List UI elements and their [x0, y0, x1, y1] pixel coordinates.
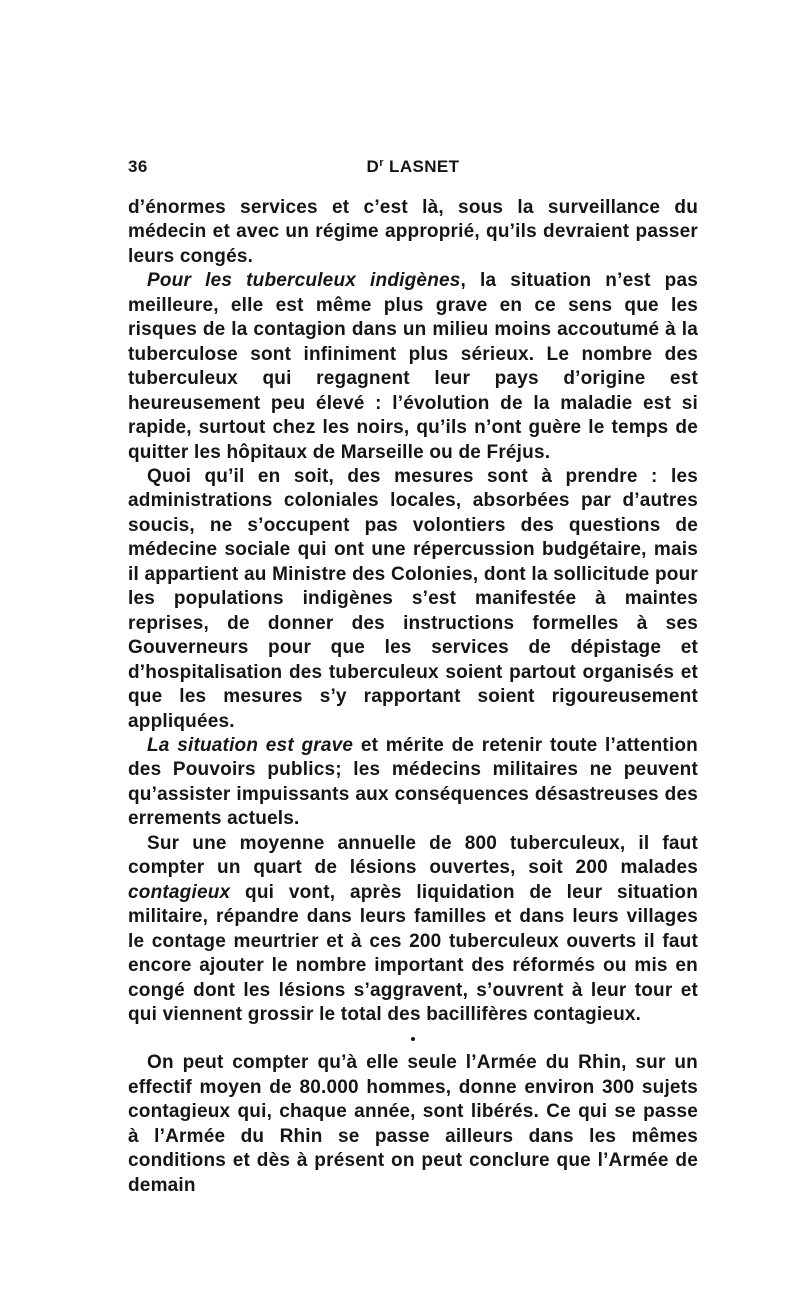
paragraph-text: , la situation n’est pas meilleure, elle est même plus grave en ce sens que les risques de la contagion dans un milieu moins accoutumé à la tuberculose sont infiniment plus sérieux. Le nombre des tuberculeux qui regagnent leur pays d’origine est heureusement peu élevé : l’évolution de la maladie est si rapide, surtout chez les noirs, qu’ils n’ont guère le temps de quitter les hôpitaux de Marseille ou de Fréjus. [128, 270, 698, 463]
paragraph-tuberculeux-indigenes [128, 269, 698, 465]
paragraph-text: et mérite de retenir toute l’attention des Pouvoirs publics; les médecins militaires ne peuvent qu’assister impuissants aux conséquences désastreuses des errements actuels. [128, 734, 698, 830]
paragraph-moyenne-annuelle [128, 832, 698, 1028]
paragraph-mesures [128, 465, 698, 734]
italic-phrase: Pour les tuberculeux indigènes [147, 270, 461, 292]
author-suffix: r [379, 157, 384, 169]
section-separator [128, 1027, 698, 1051]
italic-phrase: La situation est grave [147, 734, 354, 756]
paragraph-text: Quoi qu’il en soit, des mesures sont à prendre : les administrations coloniales locales, absorbées par d’autres soucis, ne s’occupent pas volontiers des questions de médecine sociale qui ont une répercussion budgétaire, mais il appartient au Ministre des Colonies, dont la sollicitude pour les populations indigènes s’est manifestée à maintes reprises, de donner des instructions formelles à ses Gouverneurs pour que les services de dépistage et d’hospitalisation des tuberculeux soient partout organisés et que les mesures s’y rapportant soient rigoureusement appliquées. [128, 465, 698, 732]
paragraph-situation-grave [128, 734, 698, 832]
page-header [128, 157, 698, 181]
paragraph-armee-du-rhin [128, 1051, 698, 1198]
separator-dot [411, 1037, 415, 1041]
running-head [128, 157, 698, 177]
author-prefix: D [366, 157, 380, 176]
italic-phrase: contagieux [128, 881, 231, 903]
paragraph-continuation [128, 196, 698, 269]
paragraph-text: d’énormes services et c’est là, sous la surveillance du médecin et avec un régime approprié, qu’ils devraient passer leurs congés. [128, 197, 698, 267]
page-number: 36 [128, 157, 148, 176]
author-name: LASNET [383, 157, 460, 176]
paragraph-text: Sur une moyenne annuelle de 800 tuberculeux, il faut compter un quart de lésions ouvertes, soit 200 malades [128, 832, 698, 879]
paragraph-text: qui vont, après liquidation de leur situation militaire, répandre dans leurs familles et dans leurs villages le contage meurtrier et à ces 200 tuberculeux ouverts il faut encore ajouter le nombre important des réformés ou mis en congé dont les lésions s’aggravent, s’ouvrent à leur tour et qui viennent grossir le total des bacillifères contagieux. [128, 881, 698, 1025]
body-text [128, 196, 698, 1198]
paragraph-text: On peut compter qu’à elle seule l’Armée du Rhin, sur un effectif moyen de 80.000 hommes, donne environ 300 sujets contagieux qui, chaque année, sont libérés. Ce qui se passe à l’Armée du Rhin se passe ailleurs dans les mêmes conditions et dès à présent on peut conclure que l’Armée de demain [128, 1052, 698, 1196]
